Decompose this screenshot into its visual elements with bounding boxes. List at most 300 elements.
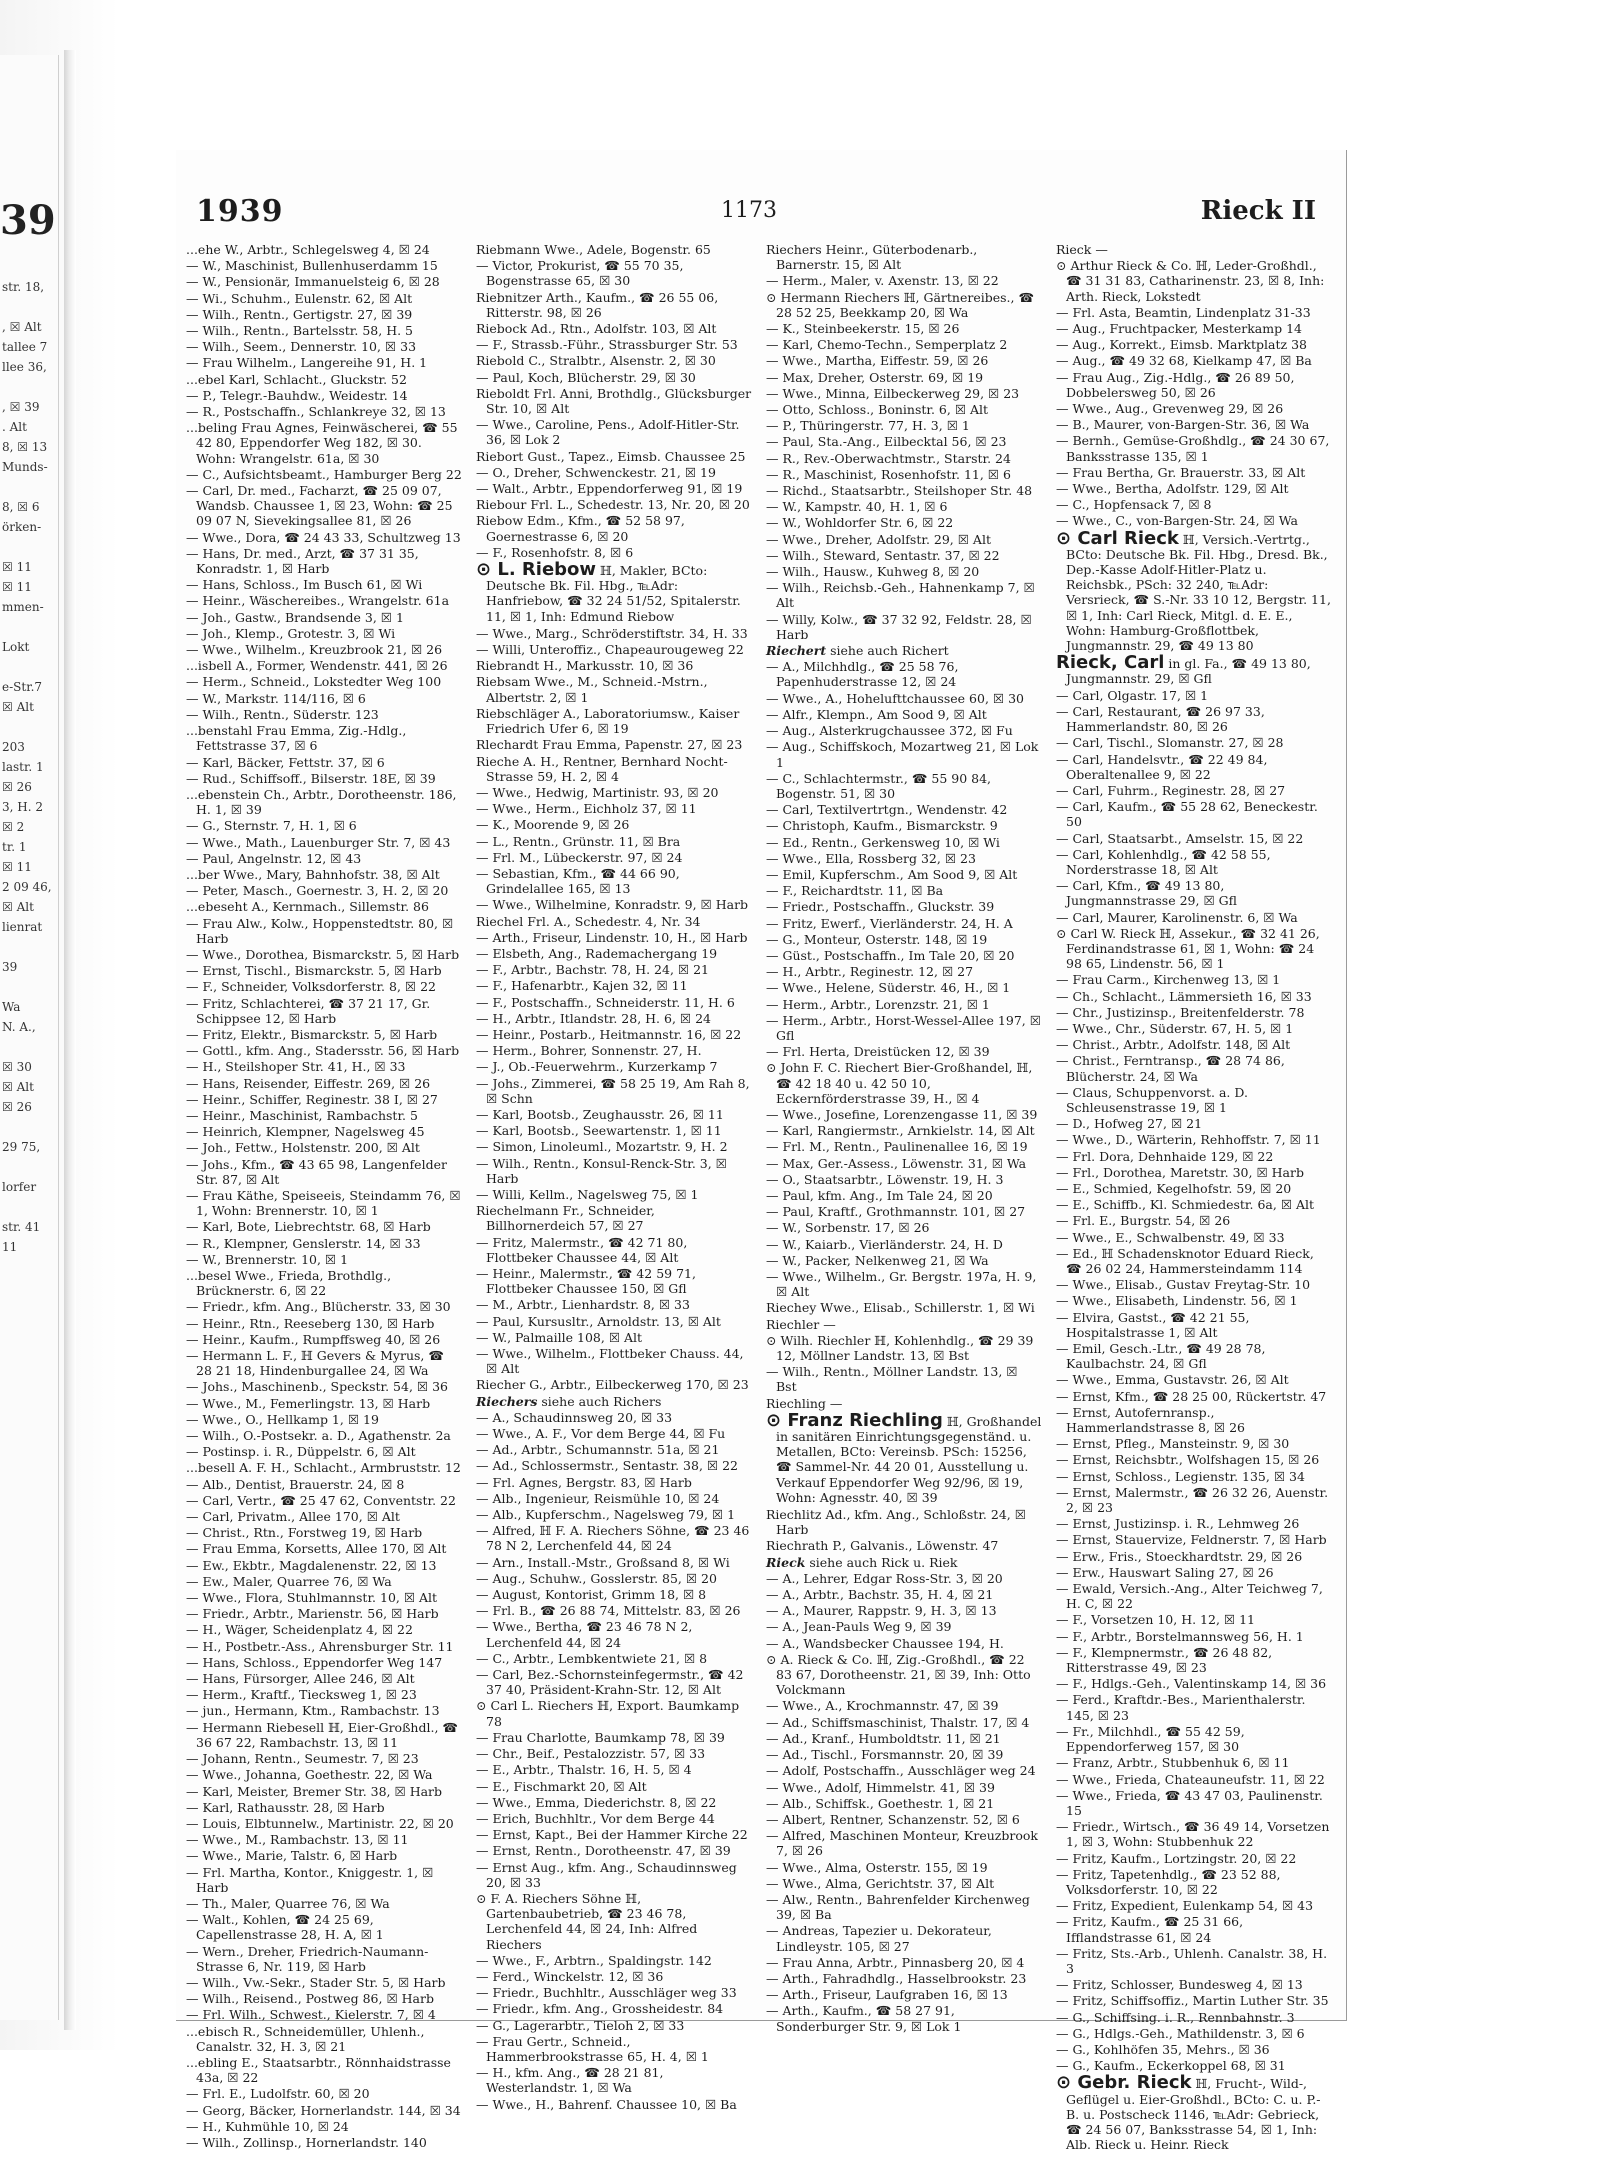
entry-text: Wilh., O.-Postsekr. a. D., Agathenstr. 2a [198, 1428, 451, 1444]
directory-entry [766, 1971, 1042, 1986]
entry-text: Ernst, Reichsbtr., Wolfshagen 15, ☒ 26 [1068, 1452, 1320, 1468]
entry-text: ℍ, Versich.-Vertrtg., BCto: Deutsche Bk. Fil. Hbg., Dresd. Bk., Dep.-Kasse Adolf-Hitler-Platz u. Reichsbk., PSch: 32 240, ℡Adr: Versrieck, ☎ S.-Nr. 33 10 12, Bergstr. 11, ☒ 1, Inh: Carl Rieck, Mitgl. d. E. E., Wohn: Hamburg-Großflottbek, Jungmannstr. 29, ☎ 49 13 80 [1066, 531, 1331, 654]
directory-entry [766, 451, 1042, 466]
entry-name: — [1056, 1993, 1069, 2009]
entry-name: — [1056, 1132, 1069, 1148]
directory-entry [476, 1027, 752, 1042]
entry-text: Frl. Dora, Dehnhaide 129, ☒ 22 [1068, 1148, 1274, 1164]
entry-name: — [766, 915, 779, 931]
entry-name: — [766, 1155, 779, 1171]
entry-text: Ernst, Autofernransp., Hammerlandstrasse 8, ☒ 26 [1066, 1404, 1245, 1436]
directory-entry [766, 1619, 1042, 1634]
entry-name: — [766, 1875, 779, 1891]
entry-name: — [1056, 972, 1069, 988]
entry-text: A., Jean-Pauls Weg 9, ☒ 39 [778, 1619, 952, 1635]
entry-text: K., Steinbeekerstr. 15, ☒ 26 [778, 321, 960, 337]
entry-text: Wilh., Reichsb.-Geh., Hahnenkamp 7, ☒ Alt [776, 580, 1035, 611]
directory-entry [766, 1571, 1042, 1586]
directory-entry [766, 1013, 1042, 1043]
entry-name: — [766, 947, 779, 963]
entry-text: Hans, Schloss., Im Busch 61, ☒ Wi [198, 577, 423, 593]
directory-entry [476, 2065, 752, 2095]
entry-name: — [1056, 1277, 1069, 1293]
entry-name: — [476, 1155, 489, 1171]
directory-entry [766, 353, 1042, 368]
directory-entry [766, 1860, 1042, 1875]
directory-entry [476, 1107, 752, 1122]
entry-text: W., Palmaille 108, ☒ Alt [488, 1329, 643, 1345]
entry-name: — [766, 723, 779, 739]
directory-entry [186, 1784, 462, 1799]
entry-name: — [186, 1395, 199, 1411]
directory-entry [476, 1377, 752, 1392]
entry-name: — [186, 1687, 199, 1703]
directory-entry [476, 1698, 752, 1728]
entry-text: Wwe., C., von-Bargen-Str. 24, ☒ Wa [1068, 513, 1298, 529]
entry-name: — [1056, 1850, 1069, 1866]
directory-entry [766, 1603, 1042, 1618]
directory-entry [186, 1124, 462, 1139]
entry-name: — [476, 1778, 489, 1794]
entry-name: — [476, 1186, 489, 1202]
directory-entry [766, 1364, 1042, 1394]
entry-name: — [476, 1297, 489, 1313]
entry-text: A., Wandsbecker Chaussee 194, H. [778, 1635, 1004, 1651]
entry-text: Frl., Dorothea, Maretstr. 30, ☒ Harb [1068, 1164, 1304, 1180]
entry-name: — [186, 2007, 199, 2023]
entry-text: A., Laboratoriumsw., Kaiser Friedrich Ufer 6, ☒ 19 [486, 705, 740, 737]
previous-page-edge [0, 55, 59, 2020]
entry-name: — [1056, 1197, 1069, 1213]
entry-text: Frau Bertha, Gr. Brauerstr. 33, ☒ Alt [1068, 464, 1306, 480]
directory-entry [476, 386, 752, 416]
entry-name: — [766, 1204, 779, 1220]
entry-text: Erw., Fris., Stoeckhardtstr. 29, ☒ 26 [1068, 1548, 1303, 1564]
entry-name: — [186, 609, 199, 625]
entry-name: — [1056, 909, 1069, 925]
entry-text: Wwe., Dorothea, Bismarckstr. 5, ☒ Harb [198, 946, 460, 962]
entry-name: — [476, 833, 489, 849]
entry-name: — [766, 1619, 779, 1635]
entry-text: Karl, Bote, Liebrechtstr. 68, ☒ Harb [198, 1219, 431, 1235]
directory-entry [476, 481, 752, 496]
entry-name: — [1056, 464, 1069, 480]
entry-text: Hermann Riebesell ℍ, Eier-Großhdl., ☎ 36 67 22, Rambachstr. 13, ☒ 11 [196, 1719, 458, 1750]
entry-text: Wwe., Math., Lauenburger Str. 7, ☒ 43 [198, 834, 451, 850]
entry-name: — [476, 1139, 489, 1155]
directory-entry [766, 515, 1042, 530]
directory-entry [186, 1832, 462, 1847]
directory-entry [766, 851, 1042, 866]
directory-entry [186, 388, 462, 403]
entry-text: Claus, Schuppenvorst. a. D. Schleusenstrasse 19, ☒ 1 [1066, 1084, 1248, 1115]
directory-entry [186, 1444, 462, 1459]
directory-entry [186, 467, 462, 482]
entry-text: E., Schmied, Kegelhofstr. 59, ☒ 20 [1068, 1180, 1292, 1196]
entry-name: — [1056, 1180, 1069, 1196]
directory-entry [186, 1720, 462, 1750]
directory-entry [1056, 1341, 1332, 1371]
entry-name: — [186, 979, 199, 995]
directory-entry [766, 483, 1042, 498]
entry-text: Carl, Bez.-Schornsteinfegermstr., ☎ 42 37 40, Präsident-Krahn-Str. 12, ☒ Alt [486, 1667, 744, 1698]
directory-entry [186, 658, 462, 673]
entry-text: G., Kaufm., Eckerkoppel 68, ☒ 31 [1068, 2058, 1286, 2074]
entry-name: — [1056, 1468, 1069, 1484]
entry-name: — [766, 1635, 779, 1651]
entry-text: H., Markusstr. 10, ☒ 36 [539, 658, 694, 674]
entry-text: W., Maschinist, Bullenhuserdamm 15 [198, 258, 438, 274]
directory-entry [476, 995, 752, 1010]
entry-text: Wi., Schuhm., Eulenstr. 62, ☒ Alt [198, 290, 413, 306]
entry-text: Wwe., Mary, Bahnhofstr. 38, ☒ Alt [219, 866, 440, 882]
entry-name: — [766, 899, 779, 915]
directory-entry [186, 1076, 462, 1091]
directory-entry [186, 1848, 462, 1863]
directory-entry [766, 564, 1042, 579]
directory-entry [476, 1795, 752, 1810]
directory-entry [766, 802, 1042, 817]
entry-text: Willi, Kellm., Nagelsweg 75, ☒ 1 [488, 1186, 699, 1202]
entry-name: — [186, 1848, 199, 1864]
entry-text: Wilh., Rentn., Konsul-Renck-Str. 3, ☒ Harb [486, 1155, 727, 1186]
entry-name: Riechert [766, 643, 827, 659]
entry-text: jun., Hermann, Ktm., Rambachstr. 13 [198, 1703, 440, 1719]
entry-name: — [1056, 1372, 1069, 1388]
entry-text: Herm., Bohrer, Sonnenstr. 27, H. [488, 1043, 702, 1059]
directory-entry [766, 1317, 1042, 1332]
entry-text: G., Arbtr., Eilbeckerweg 170, ☒ 23 [525, 1377, 749, 1393]
entry-text: Simon, Linoleuml., Mozartstr. 9, H. 2 [488, 1139, 728, 1155]
directory-entry [476, 1187, 752, 1202]
entry-text: Wwe., M., Rambachstr. 13, ☒ 11 [198, 1832, 409, 1848]
entry-text: Emil, Gesch.-Ltr., ☎ 49 28 78, Kaulbachstr. 24, ☒ Gfl [1066, 1341, 1266, 1372]
entry-text: Karl, Bootsb., Seewartenstr. 1, ☒ 11 [488, 1123, 722, 1139]
directory-entry [476, 1811, 752, 1826]
directory-entry [186, 2086, 462, 2101]
entry-text: Carl, Privatm., Allee 170, ☒ Alt [198, 1509, 400, 1525]
entry-text: Karl, Bäcker, Fettstr. 37, ☒ 6 [198, 754, 385, 770]
entry-text: Paul, kfm. Ang., Im Tale 24, ☒ 20 [778, 1187, 993, 1203]
entry-text: Heinr., Kaufm., Rumpffsweg 40, ☒ 26 [198, 1331, 441, 1347]
entry-text: Frau Emma, Papenstr. 27, ☒ 23 [538, 737, 743, 753]
directory-entry [186, 1944, 462, 1974]
entry-name: — [476, 1985, 489, 2001]
directory-entry [766, 548, 1042, 563]
entry-name: — [1056, 2041, 1069, 2057]
entry-name: — [766, 321, 779, 337]
entry-text: Otto, Schloss., Boninstr. 6, ☒ Alt [778, 402, 989, 418]
entry-name: — [476, 1968, 489, 1984]
entry-text: Carl, Kfm., ☎ 49 13 80, Jungmannstrasse 29, ☒ Gfl [1066, 878, 1237, 909]
entry-text: R., Klempner, Genslerstr. 14, ☒ 33 [198, 1235, 421, 1251]
entry-text: Frau Käthe, Speiseeis, Steindamm 76, ☒ 1, Wohn: Brennerstr. 10, ☒ 1 [196, 1187, 461, 1219]
directory-entry [766, 1060, 1042, 1106]
directory-entry [186, 1092, 462, 1107]
directory-entry [766, 739, 1042, 769]
entry-text: Wwe., Frieda, ☎ 43 47 03, Paulinenstr. 15 [1066, 1787, 1323, 1818]
entry-name: — [186, 323, 199, 339]
entry-name: ...besel [186, 1268, 232, 1283]
entry-text: Ernst, Stauervize, Feldnerstr. 7, ☒ Harb [1068, 1532, 1327, 1548]
directory-entry [1056, 1021, 1332, 1036]
entry-name: — [1056, 417, 1069, 433]
entry-name: — [476, 994, 489, 1010]
directory-entry [186, 546, 462, 576]
entry-name: — [766, 818, 779, 834]
entry-name: — [1056, 304, 1069, 320]
directory-entry [186, 626, 462, 641]
entry-name: — [766, 1236, 779, 1252]
directory-entry [1056, 305, 1332, 320]
entry-name: — [766, 531, 779, 547]
directory-entry [1056, 652, 1332, 687]
entry-name: — [186, 1895, 199, 1911]
entry-text: W., Wohldorfer Str. 6, ☒ 22 [778, 515, 954, 531]
directory-entry [186, 818, 462, 833]
entry-text: A. F. H., Schlacht., Armbruststr. 12 [235, 1460, 461, 1476]
directory-entry [1056, 527, 1332, 654]
header-page-number: 1173 [721, 198, 777, 223]
directory-entry [476, 559, 752, 624]
directory-entry [766, 1698, 1042, 1713]
directory-entry [186, 996, 462, 1026]
entry-name: — [1056, 1628, 1069, 1644]
entry-text: Alb., Ingenieur, Reismühle 10, ☒ 24 [488, 1490, 720, 1506]
directory-entry [186, 1108, 462, 1123]
directory-entry [766, 1587, 1042, 1602]
entry-text: Wwe., Wilhelmine, Konradstr. 9, ☒ Harb [488, 897, 749, 913]
entry-name: — [766, 1954, 779, 1970]
directory-entry [186, 577, 462, 592]
entry-name: — [766, 1763, 779, 1779]
entry-text: Carl, Maurer, Karolinenstr. 6, ☒ Wa [1068, 909, 1298, 925]
entry-name: — [1056, 369, 1069, 385]
directory-entry [766, 467, 1042, 482]
entry-name: — [476, 1106, 489, 1122]
entry-text: Frau Charlotte, Baumkamp 78, ☒ 39 [488, 1729, 725, 1745]
entry-name: — [186, 387, 199, 403]
entry-name: — [186, 1059, 199, 1075]
entry-text: Wilh., Rentn., Gertigstr. 27, ☒ 39 [198, 306, 413, 322]
entry-text: Wwe., Josefine, Lorenzengasse 11, ☒ 39 [778, 1106, 1038, 1122]
entry-text: H., Arbtr., Itlandstr. 28, H. 6, ☒ 24 [488, 1010, 711, 1026]
entry-text: G., Schiffsing. i. R., Rennbahnstr. 3 [1068, 2009, 1295, 2025]
entry-name: Riechel [476, 913, 524, 929]
entry-text: Richd., Staatsarbtr., Steilshoper Str. 48 [778, 483, 1033, 499]
entry-name: — [766, 964, 779, 980]
directory-entry [476, 1860, 752, 1890]
directory-entry [186, 755, 462, 770]
entry-text: Wilh., Reisend., Postweg 86, ☒ Harb [198, 1991, 434, 2007]
entry-name: ⊙ Franz Riechling [766, 1409, 943, 1431]
entry-name: — [186, 754, 199, 770]
entry-text: Adolf, Postschaffn., Ausschläger weg 24 [778, 1763, 1036, 1779]
directory-entry [1056, 1532, 1332, 1547]
entry-name: — [476, 417, 489, 433]
directory-entry [1056, 1629, 1332, 1644]
directory-entry [476, 2097, 752, 2112]
directory-entry [1056, 926, 1332, 972]
directory-entry [476, 321, 752, 336]
entry-text: Ernst, Justizinsp. i. R., Lehmweg 26 [1068, 1516, 1300, 1532]
entry-name: — [186, 1557, 199, 1573]
entry-text: Wwe., A., Hohelufttchaussee 60, ☒ 30 [778, 690, 1024, 706]
directory-entry [1056, 1372, 1332, 1387]
directory-entry [186, 1800, 462, 1815]
entry-name: — [186, 1411, 199, 1427]
entry-name: — [476, 625, 489, 641]
directory-entry [476, 1587, 752, 1602]
entry-name: — [476, 1234, 489, 1250]
entry-text: Karl, Rangiermstr., Arnkielstr. 14, ☒ Alt [778, 1123, 1035, 1139]
entry-name: — [476, 1619, 489, 1635]
entry-text: Bernh., Gemüse-Großhdlg., ☎ 24 30 67, Banksstrasse 135, ☒ 1 [1066, 433, 1330, 464]
directory-entry [476, 497, 752, 512]
entry-name: — [186, 1043, 199, 1059]
entry-text: Friedr., Postschaffn., Gluckstr. 39 [778, 899, 995, 915]
directory-entry [476, 1266, 752, 1296]
directory-entry [766, 1876, 1042, 1891]
entry-text: Heinr., Maschinist, Rambachstr. 5 [198, 1107, 418, 1123]
entry-text: Carl, Restaurant, ☎ 26 97 33, Hammerlandstr. 80, ☒ 26 [1066, 703, 1265, 735]
entry-name: — [476, 897, 489, 913]
entry-text: A., Kernmach., Sillemstr. 86 [247, 899, 429, 915]
entry-name: Rieche [476, 753, 520, 769]
entry-text: Paul, Kursusltr., Arnoldstr. 13, ☒ Alt [488, 1313, 721, 1329]
directory-entry [186, 1348, 462, 1378]
entry-text: K., Moorende 9, ☒ 26 [488, 817, 630, 833]
entry-text: P., Thüringerstr. 77, H. 3, ☒ 1 [778, 418, 970, 434]
entry-name: — [1056, 321, 1069, 337]
entry-name: — [476, 2017, 489, 2033]
entry-text: Frl. Wilh., Schwest., Kielerstr. 7, ☒ 4 [198, 2007, 436, 2023]
directory-entry [766, 1555, 1042, 1570]
entry-name: — [1056, 846, 1069, 862]
entry-text: Carl, Vertr., ☎ 25 47 62, Conventstr. 22 [198, 1492, 456, 1508]
entry-name: ...ebling [186, 2054, 238, 2070]
entry-text: F., Arbtr., Borstelmannsweg 56, H. 1 [1068, 1628, 1304, 1644]
directory-entry [476, 2018, 752, 2033]
entry-name: Rieboldt [476, 385, 530, 401]
directory-entry [476, 866, 752, 896]
header-keyword: Rieck II [1200, 196, 1316, 226]
entry-name: — [1056, 1293, 1069, 1309]
entry-text: Elvira, Gastst., ☎ 42 21 55, Hospitalstrasse 1, ☒ Alt [1066, 1309, 1250, 1340]
entry-text: Chr., Justizinsp., Breitenfelderstr. 78 [1068, 1004, 1305, 1020]
entry-name: — [766, 515, 779, 531]
entry-text: A. H., Rentner, Bernhard Nocht-Strasse 59, H. 2, ☒ 4 [486, 753, 728, 784]
entry-name: — [1056, 433, 1069, 449]
entry-name: Riebsam [476, 674, 531, 690]
entry-text: Frau Alw., Kolw., Hoppenstedtstr. 80, ☒ Harb [196, 915, 454, 946]
directory-entry [186, 1687, 462, 1702]
entry-text: Carl, Fuhrm., Reginestr. 28, ☒ 27 [1068, 782, 1286, 798]
directory-entry [186, 355, 462, 370]
entry-name: — [186, 1525, 199, 1541]
entry-name: — [186, 1943, 199, 1959]
directory-entry [186, 1252, 462, 1267]
entry-text: F., Hafenarbtr., Kajen 32, ☒ 11 [488, 978, 688, 994]
entry-text: Sebastian, Kfm., ☎ 44 66 90, Grindelallee 165, ☒ 13 [486, 865, 680, 897]
entry-text: Heinr., Malermstr., ☎ 42 59 71, Flottbeker Chaussee 150, ☒ Gfl [486, 1266, 696, 1297]
directory-entry [186, 1379, 462, 1394]
directory-entry [186, 674, 462, 689]
directory-entry [186, 1558, 462, 1573]
directory-entry [476, 353, 752, 368]
entry-name: — [766, 418, 779, 434]
directory-entry [476, 1156, 752, 1186]
entry-name: — [186, 1912, 199, 1928]
directory-entry [476, 1507, 752, 1522]
entry-text: Wwe., D., Wärterin, Rehhoffstr. 7, ☒ 11 [1068, 1132, 1321, 1148]
entry-name: Riebock [476, 321, 527, 337]
directory-entry [476, 449, 752, 464]
entry-name: — [766, 866, 779, 882]
directory-entry [476, 1571, 752, 1586]
directory-entry [186, 1412, 462, 1427]
directory-entry [766, 771, 1042, 801]
directory-entry [186, 2024, 462, 2054]
entry-text: Fritz, Schiffsoffiz., Martin Luther Str. 35 [1068, 1993, 1329, 2009]
entry-text: F., Klempnermstr., ☎ 26 48 82, Ritterstrasse 49, ☒ 23 [1066, 1644, 1273, 1676]
entry-text: ℍ, Gärtnereibes., ☎ 28 52 25, Beekkamp 20, ☒ Wa [776, 289, 1035, 320]
directory-entry [476, 1426, 752, 1441]
entry-name: — [1056, 782, 1069, 798]
entry-name: — [1056, 1644, 1069, 1660]
entry-name: — [1056, 337, 1069, 353]
entry-name: — [766, 1139, 779, 1155]
entry-text: Wilh., Steward, Sentastr. 37, ☒ 22 [778, 547, 1000, 563]
entry-text: Fritz, Sts.-Arb., Uhlenh. Canalstr. 38, H. 3 [1066, 1945, 1328, 1976]
entry-text: Alfr., Klempn., Am Sood 9, ☒ Alt [778, 706, 987, 722]
entry-name: — [1056, 1116, 1069, 1132]
directory-entry [766, 707, 1042, 722]
entry-name: — [476, 1026, 489, 1042]
entry-text: Karl, Rathausstr. 28, ☒ Harb [198, 1799, 385, 1815]
entry-name: — [1056, 1037, 1069, 1053]
directory-entry [186, 274, 462, 289]
entry-name: Riebmann [476, 242, 541, 257]
directory-entry [476, 1969, 752, 1984]
entry-name: — [766, 834, 779, 850]
entry-text: Wilh., Rentn., Möllner Landstr. 13, ☒ Bst [776, 1364, 1018, 1395]
entry-text: Aug., Fruchtpacker, Mesterkamp 14 [1068, 321, 1302, 337]
entry-text: Hans, Fürsorger, Allee 246, ☒ Alt [198, 1671, 415, 1687]
directory-entry [1056, 2010, 1332, 2025]
entry-text: Wwe., Elisabeth, Lindenstr. 56, ☒ 1 [1068, 1293, 1298, 1309]
entry-name: — [186, 1315, 199, 1331]
directory-entry [1056, 513, 1332, 528]
directory-entry [476, 465, 752, 480]
directory-entry [1056, 1053, 1332, 1083]
entry-text: Wwe., Marg., Schröderstiftstr. 34, H. 33 [488, 625, 748, 641]
entry-text: Albert, Rentner, Schanzenstr. 52, ☒ 6 [778, 1811, 1020, 1827]
entry-name: — [766, 802, 779, 818]
entry-text: Frl. M., Lübeckerstr. 97, ☒ 24 [488, 849, 683, 865]
entry-text: Wwe., Dora, ☎ 24 43 33, Schultzweg 13 [198, 529, 461, 545]
entry-name: — [766, 1587, 779, 1603]
entry-text: G., Lagerarbtr., Tieloh 2, ☒ 33 [488, 2017, 685, 2033]
entry-name: — [476, 865, 489, 881]
entry-name: — [186, 674, 199, 690]
entry-text: Joh., Fettw., Holstenstr. 200, ☒ Alt [198, 1140, 420, 1156]
directory-entry [186, 1912, 462, 1942]
directory-entry [1056, 1946, 1332, 1976]
entry-text: ℍ, Export. Baumkamp 78 [486, 1698, 740, 1729]
entry-text: Chr., Beif., Pestalozzistr. 57, ☒ 33 [488, 1746, 706, 1762]
entry-name: — [1056, 1053, 1069, 1069]
